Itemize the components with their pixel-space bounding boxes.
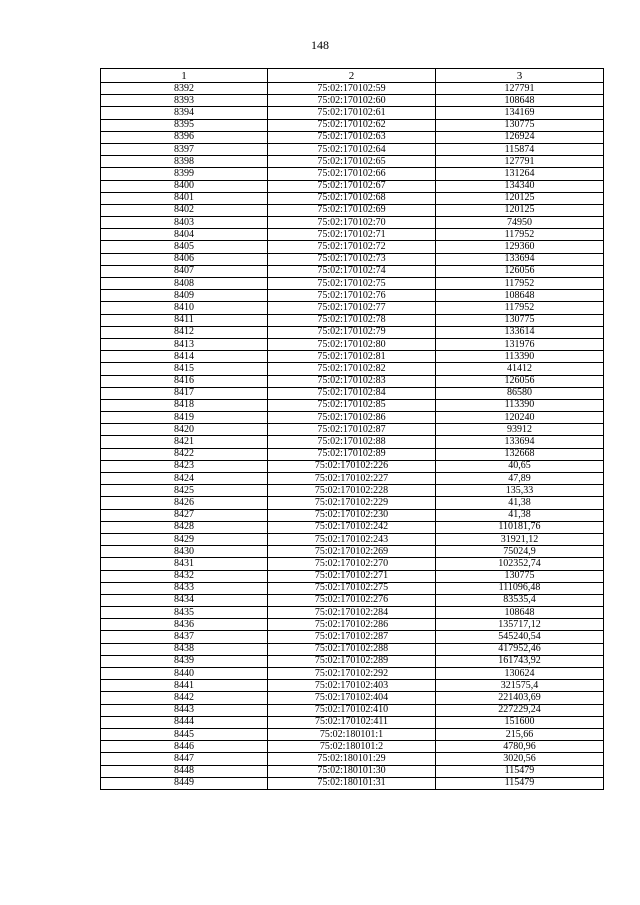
table-row: [101, 448, 604, 460]
page-number: 148: [311, 38, 329, 52]
cadastral-number-cell: 75:02:170102:288: [268, 643, 436, 655]
value-cell: 127791: [436, 156, 604, 168]
value-cell: 131976: [436, 338, 604, 350]
value-cell: 3020,56: [436, 753, 604, 765]
table-row: [101, 485, 604, 497]
row-number-cell: 8449: [101, 777, 268, 789]
row-number-cell: 8402: [101, 204, 268, 216]
row-number-cell: 8418: [101, 399, 268, 411]
table-row: [101, 229, 604, 241]
table-row: [101, 192, 604, 204]
row-number-cell: 8400: [101, 180, 268, 192]
table-row: [101, 521, 604, 533]
value-cell: 31921,12: [436, 533, 604, 545]
cadastral-number-cell: 75:02:170102:228: [268, 485, 436, 497]
row-number-cell: 8416: [101, 375, 268, 387]
table-row: [101, 436, 604, 448]
row-number-cell: 8439: [101, 655, 268, 667]
table-row: [101, 119, 604, 131]
cadastral-number-cell: 75:02:170102:89: [268, 448, 436, 460]
value-cell: 108648: [436, 290, 604, 302]
table-body: [101, 83, 604, 790]
table-row: [101, 680, 604, 692]
table-row: [101, 180, 604, 192]
row-number-cell: 8398: [101, 156, 268, 168]
table-row: [101, 95, 604, 107]
table-row: [101, 314, 604, 326]
table-header-row: [101, 69, 604, 83]
table-row: [101, 399, 604, 411]
table-row: [101, 290, 604, 302]
value-cell: 120125: [436, 192, 604, 204]
value-cell: 130624: [436, 668, 604, 680]
cadastral-number-cell: 75:02:170102:59: [268, 83, 436, 95]
table-row: [101, 83, 604, 95]
row-number-cell: 8447: [101, 753, 268, 765]
row-number-cell: 8394: [101, 107, 268, 119]
value-cell: 108648: [436, 607, 604, 619]
cadastral-number-cell: 75:02:170102:62: [268, 119, 436, 131]
row-number-cell: 8404: [101, 229, 268, 241]
cadastral-number-cell: 75:02:170102:292: [268, 668, 436, 680]
table-row: [101, 351, 604, 363]
value-cell: 129360: [436, 241, 604, 253]
value-cell: 545240,54: [436, 631, 604, 643]
table-row: [101, 716, 604, 728]
value-cell: 117952: [436, 278, 604, 290]
cadastral-number-cell: 75:02:170102:60: [268, 95, 436, 107]
cadastral-number-cell: 75:02:170102:71: [268, 229, 436, 241]
cadastral-number-cell: 75:02:170102:79: [268, 326, 436, 338]
value-cell: 133694: [436, 436, 604, 448]
table-row: [101, 412, 604, 424]
value-cell: 135717,12: [436, 619, 604, 631]
row-number-cell: 8419: [101, 412, 268, 424]
cadastral-number-cell: 75:02:180101:29: [268, 753, 436, 765]
value-cell: 108648: [436, 95, 604, 107]
cadastral-number-cell: 75:02:170102:63: [268, 131, 436, 143]
row-number-cell: 8448: [101, 765, 268, 777]
cadastral-number-cell: 75:02:180101:1: [268, 728, 436, 740]
table-row: [101, 217, 604, 229]
table-row: [101, 107, 604, 119]
cadastral-number-cell: 75:02:170102:286: [268, 619, 436, 631]
cadastral-number-cell: 75:02:170102:410: [268, 704, 436, 716]
row-number-cell: 8393: [101, 95, 268, 107]
table-row: [101, 692, 604, 704]
cadastral-number-cell: 75:02:180101:2: [268, 741, 436, 753]
cadastral-number-cell: 75:02:170102:284: [268, 607, 436, 619]
value-cell: 133614: [436, 326, 604, 338]
cadastral-number-cell: 75:02:170102:74: [268, 265, 436, 277]
cadastral-number-cell: 75:02:170102:68: [268, 192, 436, 204]
row-number-cell: 8445: [101, 728, 268, 740]
value-cell: 115874: [436, 143, 604, 155]
value-cell: 130775: [436, 119, 604, 131]
row-number-cell: 8409: [101, 290, 268, 302]
value-cell: 115479: [436, 765, 604, 777]
cadastral-number-cell: 75:02:170102:83: [268, 375, 436, 387]
table-row: [101, 363, 604, 375]
value-cell: 127791: [436, 83, 604, 95]
value-cell: 41,38: [436, 497, 604, 509]
table-row: [101, 302, 604, 314]
row-number-cell: 8441: [101, 680, 268, 692]
row-number-cell: 8443: [101, 704, 268, 716]
cadastral-number-cell: 75:02:170102:275: [268, 582, 436, 594]
value-cell: 134169: [436, 107, 604, 119]
table-row: [101, 765, 604, 777]
value-cell: 117952: [436, 229, 604, 241]
cadastral-number-cell: 75:02:170102:226: [268, 460, 436, 472]
cadastral-number-cell: 75:02:170102:84: [268, 387, 436, 399]
row-number-cell: 8408: [101, 278, 268, 290]
row-number-cell: 8413: [101, 338, 268, 350]
cadastral-number-cell: 75:02:180101:31: [268, 777, 436, 789]
value-cell: 74950: [436, 217, 604, 229]
cadastral-number-cell: 75:02:170102:87: [268, 424, 436, 436]
value-cell: 126056: [436, 375, 604, 387]
table-row: [101, 204, 604, 216]
value-cell: 130775: [436, 314, 604, 326]
cadastral-number-cell: 75:02:170102:76: [268, 290, 436, 302]
value-cell: 111096,48: [436, 582, 604, 594]
cadastral-number-cell: 75:02:170102:270: [268, 558, 436, 570]
row-number-cell: 8440: [101, 668, 268, 680]
row-number-cell: 8392: [101, 83, 268, 95]
row-number-cell: 8397: [101, 143, 268, 155]
cadastral-number-cell: 75:02:170102:86: [268, 412, 436, 424]
row-number-cell: 8431: [101, 558, 268, 570]
table-row: [101, 131, 604, 143]
row-number-cell: 8427: [101, 509, 268, 521]
value-cell: 215,66: [436, 728, 604, 740]
table-row: [101, 631, 604, 643]
table-row: [101, 655, 604, 667]
value-cell: 86580: [436, 387, 604, 399]
value-cell: 102352,74: [436, 558, 604, 570]
table-row: [101, 741, 604, 753]
table-row: [101, 533, 604, 545]
value-cell: 227229,24: [436, 704, 604, 716]
row-number-cell: 8424: [101, 473, 268, 485]
row-number-cell: 8429: [101, 533, 268, 545]
data-table: [100, 68, 604, 790]
table-row: [101, 460, 604, 472]
cadastral-number-cell: 75:02:170102:403: [268, 680, 436, 692]
value-cell: 221403,69: [436, 692, 604, 704]
table-row: [101, 753, 604, 765]
value-cell: 135,33: [436, 485, 604, 497]
table-row: [101, 241, 604, 253]
row-number-cell: 8426: [101, 497, 268, 509]
cadastral-number-cell: 75:02:170102:77: [268, 302, 436, 314]
row-number-cell: 8405: [101, 241, 268, 253]
row-number-cell: 8415: [101, 363, 268, 375]
value-cell: 126924: [436, 131, 604, 143]
value-cell: 132668: [436, 448, 604, 460]
row-number-cell: 8432: [101, 570, 268, 582]
table-row: [101, 156, 604, 168]
value-cell: 126056: [436, 265, 604, 277]
value-cell: 40,65: [436, 460, 604, 472]
cadastral-number-cell: 75:02:170102:80: [268, 338, 436, 350]
value-cell: 321575,4: [436, 680, 604, 692]
table-row: [101, 619, 604, 631]
value-cell: 130775: [436, 570, 604, 582]
row-number-cell: 8411: [101, 314, 268, 326]
table-row: [101, 497, 604, 509]
cadastral-number-cell: 75:02:170102:227: [268, 473, 436, 485]
row-number-cell: 8423: [101, 460, 268, 472]
row-number-cell: 8446: [101, 741, 268, 753]
row-number-cell: 8401: [101, 192, 268, 204]
table-row: [101, 424, 604, 436]
cadastral-number-cell: 75:02:170102:289: [268, 655, 436, 667]
row-number-cell: 8410: [101, 302, 268, 314]
value-cell: 161743,92: [436, 655, 604, 667]
table-row: [101, 546, 604, 558]
cadastral-number-cell: 75:02:170102:88: [268, 436, 436, 448]
value-cell: 113390: [436, 351, 604, 363]
row-number-cell: 8436: [101, 619, 268, 631]
cadastral-number-cell: 75:02:170102:72: [268, 241, 436, 253]
cadastral-number-cell: 75:02:170102:64: [268, 143, 436, 155]
row-number-cell: 8435: [101, 607, 268, 619]
row-number-cell: 8414: [101, 351, 268, 363]
value-cell: 115479: [436, 777, 604, 789]
cadastral-number-cell: 75:02:170102:230: [268, 509, 436, 521]
value-cell: 117952: [436, 302, 604, 314]
table-row: [101, 777, 604, 789]
cadastral-number-cell: 75:02:170102:65: [268, 156, 436, 168]
cadastral-number-cell: 75:02:170102:242: [268, 521, 436, 533]
row-number-cell: 8403: [101, 217, 268, 229]
cadastral-number-cell: 75:02:170102:82: [268, 363, 436, 375]
row-number-cell: 8434: [101, 594, 268, 606]
cadastral-number-cell: 75:02:170102:69: [268, 204, 436, 216]
table-row: [101, 728, 604, 740]
row-number-cell: 8428: [101, 521, 268, 533]
cadastral-number-cell: 75:02:170102:66: [268, 168, 436, 180]
value-cell: 93912: [436, 424, 604, 436]
table-row: [101, 473, 604, 485]
value-cell: 41,38: [436, 509, 604, 521]
value-cell: 131264: [436, 168, 604, 180]
cadastral-number-cell: 75:02:170102:85: [268, 399, 436, 411]
cadastral-number-cell: 75:02:170102:75: [268, 278, 436, 290]
cadastral-number-cell: 75:02:170102:229: [268, 497, 436, 509]
cadastral-number-cell: 75:02:170102:287: [268, 631, 436, 643]
table-row: [101, 265, 604, 277]
value-cell: 120125: [436, 204, 604, 216]
table-row: [101, 509, 604, 521]
table-row: [101, 253, 604, 265]
table-row: [101, 387, 604, 399]
value-cell: 417952,46: [436, 643, 604, 655]
column-header-1: 1: [101, 69, 268, 83]
value-cell: 47,89: [436, 473, 604, 485]
row-number-cell: 8420: [101, 424, 268, 436]
table-header: [101, 69, 604, 83]
row-number-cell: 8422: [101, 448, 268, 460]
row-number-cell: 8442: [101, 692, 268, 704]
table-row: [101, 278, 604, 290]
cadastral-number-cell: 75:02:170102:73: [268, 253, 436, 265]
table-row: [101, 326, 604, 338]
table-row: [101, 668, 604, 680]
table-row: [101, 375, 604, 387]
value-cell: 134340: [436, 180, 604, 192]
cadastral-number-cell: 75:02:180101:30: [268, 765, 436, 777]
column-header-3: 3: [436, 69, 604, 83]
column-header-2: 2: [268, 69, 436, 83]
table-row: [101, 582, 604, 594]
cadastral-number-cell: 75:02:170102:276: [268, 594, 436, 606]
row-number-cell: 8437: [101, 631, 268, 643]
value-cell: 83535,4: [436, 594, 604, 606]
cadastral-number-cell: 75:02:170102:404: [268, 692, 436, 704]
table-row: [101, 168, 604, 180]
table-row: [101, 338, 604, 350]
row-number-cell: 8412: [101, 326, 268, 338]
row-number-cell: 8406: [101, 253, 268, 265]
cadastral-number-cell: 75:02:170102:271: [268, 570, 436, 582]
cadastral-number-cell: 75:02:170102:61: [268, 107, 436, 119]
table-row: [101, 643, 604, 655]
value-cell: 113390: [436, 399, 604, 411]
value-cell: 120240: [436, 412, 604, 424]
table-row: [101, 570, 604, 582]
table-row: [101, 143, 604, 155]
table-row: [101, 607, 604, 619]
row-number-cell: 8425: [101, 485, 268, 497]
row-number-cell: 8407: [101, 265, 268, 277]
cadastral-number-cell: 75:02:170102:70: [268, 217, 436, 229]
cadastral-number-cell: 75:02:170102:243: [268, 533, 436, 545]
row-number-cell: 8433: [101, 582, 268, 594]
row-number-cell: 8399: [101, 168, 268, 180]
table-row: [101, 704, 604, 716]
value-cell: 110181,76: [436, 521, 604, 533]
value-cell: 133694: [436, 253, 604, 265]
value-cell: 75024,9: [436, 546, 604, 558]
cadastral-number-cell: 75:02:170102:78: [268, 314, 436, 326]
cadastral-number-cell: 75:02:170102:67: [268, 180, 436, 192]
cadastral-number-cell: 75:02:170102:411: [268, 716, 436, 728]
row-number-cell: 8438: [101, 643, 268, 655]
table-row: [101, 594, 604, 606]
row-number-cell: 8395: [101, 119, 268, 131]
value-cell: 41412: [436, 363, 604, 375]
row-number-cell: 8417: [101, 387, 268, 399]
cadastral-number-cell: 75:02:170102:269: [268, 546, 436, 558]
value-cell: 151600: [436, 716, 604, 728]
cadastral-number-cell: 75:02:170102:81: [268, 351, 436, 363]
row-number-cell: 8444: [101, 716, 268, 728]
table-row: [101, 558, 604, 570]
row-number-cell: 8430: [101, 546, 268, 558]
row-number-cell: 8421: [101, 436, 268, 448]
value-cell: 4780,96: [436, 741, 604, 753]
row-number-cell: 8396: [101, 131, 268, 143]
